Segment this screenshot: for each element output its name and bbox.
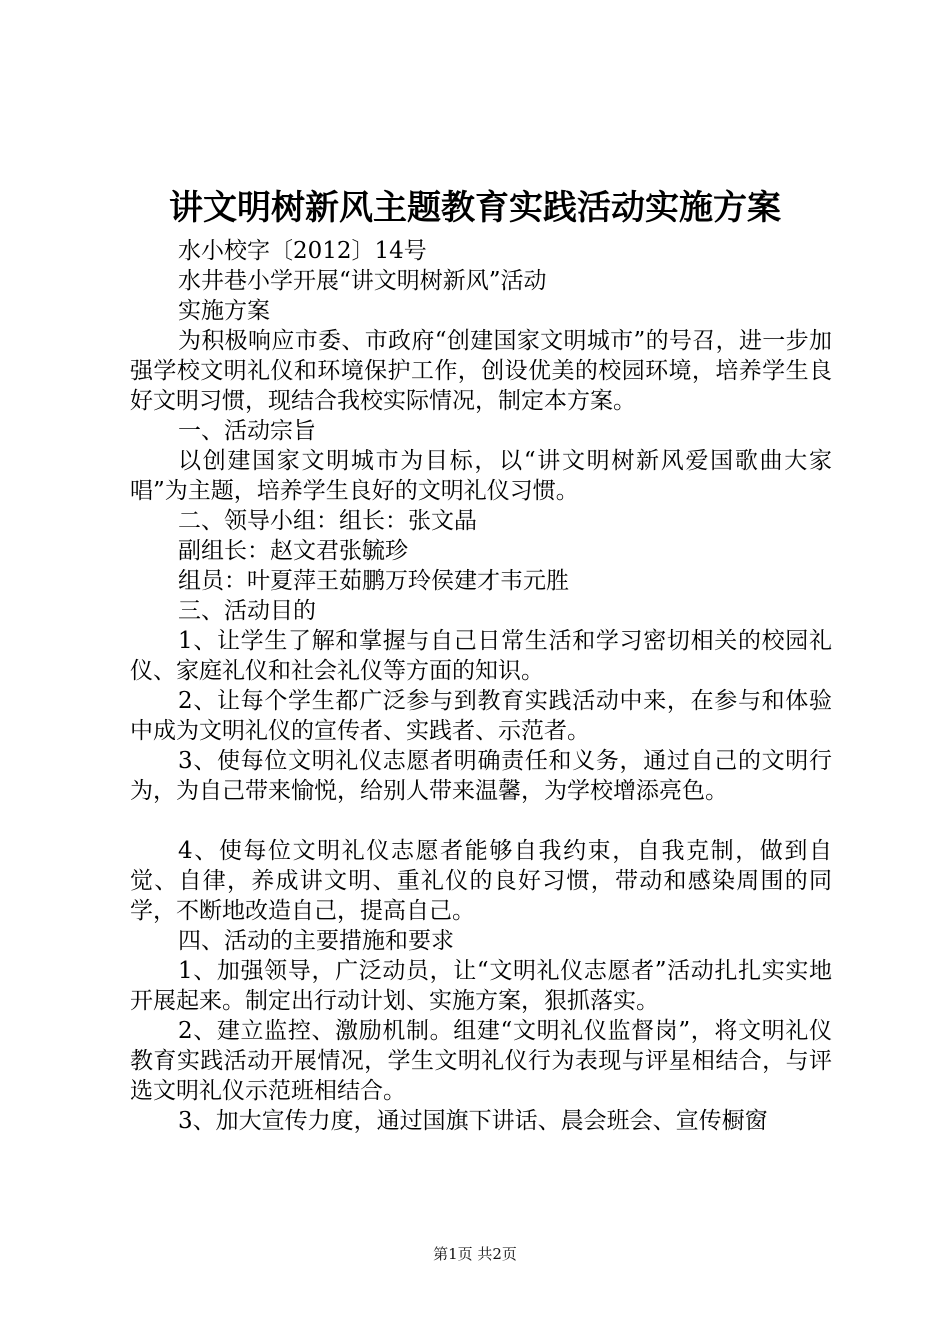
- doc-subtitle: 水井巷小学开展“讲文明树新风”活动: [178, 268, 547, 294]
- purpose-item-1: 1、让学生了解和掌握与自己日常生活和学习密切相关的校园礼仪、家庭礼仪和社会礼仪等方面的知识。: [130, 628, 832, 684]
- doc-number: 水小校字〔2012〕14号: [178, 238, 427, 264]
- group-members: 组员：叶夏萍王茹鹏万玲侯建才韦元胜: [178, 568, 569, 594]
- page-footer: 第1页 共2页: [433, 1245, 517, 1263]
- document-title: 讲文明树新风主题教育实践活动实施方案: [169, 188, 781, 228]
- measure-item-3: 3、加大宣传力度，通过国旗下讲话、晨会班会、宣传橱窗: [178, 1108, 768, 1134]
- section-heading-3: 三、活动目的: [178, 598, 316, 624]
- doc-subtitle-2: 实施方案: [178, 298, 270, 324]
- section-heading-4: 四、活动的主要措施和要求: [178, 928, 454, 954]
- purpose-item-4: 4、使每位文明礼仪志愿者能够自我约束，自我克制，做到自觉、自律，养成讲文明、重礼仪的良好习惯，带动和感染周围的同学，不断地改造自己，提高自己。: [130, 838, 832, 924]
- intro-paragraph: 为积极响应市委、市政府“创建国家文明城市”的号召，进一步加强学校文明礼仪和环境保护工作，创设优美的校园环境，培养学生良好文明习惯，现结合我校实际情况，制定本方案。: [130, 328, 832, 414]
- section-heading-1: 一、活动宗旨: [178, 418, 316, 444]
- measure-item-1: 1、加强领导，广泛动员，让“文明礼仪志愿者”活动扎扎实实地开展起来。制定出行动计划、实施方案，狠抓落实。: [130, 958, 832, 1014]
- section-1-paragraph: 以创建国家文明城市为目标，以“讲文明树新风爱国歌曲大家唱”为主题，培养学生良好的文明礼仪习惯。: [130, 448, 832, 504]
- document-body: [130, 236, 832, 1136]
- purpose-item-2: 2、让每个学生都广泛参与到教育实践活动中来，在参与和体验中成为文明礼仪的宣传者、实践者、示范者。: [130, 688, 832, 744]
- vice-leaders: 副组长：赵文君张毓珍: [178, 538, 408, 564]
- measure-item-2: 2、建立监控、激励机制。组建“文明礼仪监督岗”，将文明礼仪教育实践活动开展情况，学生文明礼仪行为表现与评星相结合，与评选文明礼仪示范班相结合。: [130, 1018, 832, 1104]
- section-heading-2: 二、领导小组：组长：张文晶: [178, 508, 477, 534]
- purpose-item-3: 3、使每位文明礼仪志愿者明确责任和义务，通过自己的文明行为，为自己带来愉悦，给别人带来温馨，为学校增添亮色。: [130, 748, 832, 804]
